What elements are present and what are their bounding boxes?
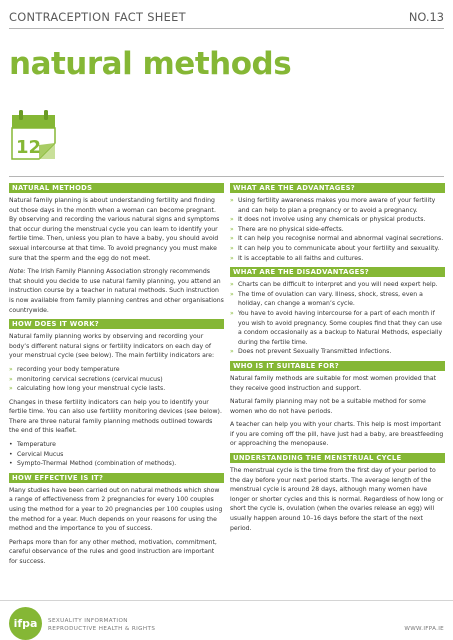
list-item: • Sympto-Thermal Method (combination of methods).: [9, 460, 177, 468]
page-title: natural methods: [9, 46, 292, 82]
sheet-number: NO.13: [408, 10, 444, 24]
list-item: » It can help you recognise normal and abnormal vaginal secretions.: [230, 235, 444, 243]
title-divider: [9, 176, 444, 177]
list-item: » monitoring cervical secretions (cervical mucus): [9, 375, 163, 383]
ifpa-logo: ifpa: [9, 607, 42, 640]
indicator-list: [9, 365, 224, 394]
tagline-line-2: REPRODUCTIVE HEALTH & RIGHTS: [48, 626, 156, 632]
note-label: Note:: [9, 268, 26, 276]
list-item: » It does not involve using any chemicals or physical products.: [230, 216, 426, 224]
arrow-icon: »: [230, 309, 234, 317]
paragraph: A teacher can help you with your charts. This help is most important if you are coming off the pill, have just had a baby, are breastfeeding or approaching the menopause.: [230, 421, 444, 448]
bullet-icon: •: [9, 441, 13, 449]
heading-suitable-for: WHO IS IT SUITABLE FOR?: [230, 361, 445, 371]
page-header: [9, 9, 444, 29]
paragraph: Natural family planning may not be a suitable method for some women who do not have periods.: [230, 398, 426, 415]
calendar-day: 12: [16, 137, 42, 158]
arrow-icon: »: [230, 216, 234, 224]
arrow-icon: »: [230, 348, 234, 356]
series-label: CONTRACEPTION FACT SHEET: [9, 10, 186, 24]
list-item: » recording your body temperature: [9, 365, 120, 373]
paragraph: Changes in these fertility indicators can help you to identify your fertile time. You can also use fertility monitoring devices (see below). There are three natural family planning methods outlined towards the end of this leaflet.: [9, 398, 222, 435]
list-item: » It can help you to communicate about your fertility and sexuality.: [230, 244, 440, 252]
arrow-icon: »: [230, 244, 234, 252]
arrow-icon: »: [230, 197, 234, 204]
list-item: » calculating how long your menstrual cycle lasts.: [9, 385, 166, 393]
paragraph: Perhaps more than for any other method, motivation, commitment, careful observance of the rules and good instruction are important for success.: [9, 538, 217, 565]
methods-list: [9, 440, 224, 469]
list-item: » There are no physical side-effects.: [230, 225, 344, 233]
bullet-icon: •: [9, 460, 13, 468]
list-item: » The time of ovulation can vary. Illness, shock, stress, even a holiday, can change a woman’s cycle.: [230, 290, 423, 308]
list-item: • Temperature: [9, 441, 56, 449]
heading-menstrual-cycle: UNDERSTANDING THE MENSTRUAL CYCLE: [230, 453, 445, 463]
heading-natural-methods: NATURAL METHODS: [9, 183, 224, 193]
list-item: » It is acceptable to all faiths and cultures.: [230, 254, 364, 262]
list-item: » Using fertility awareness makes you more aware of your fertility and can help to plan a pregnancy or to avoid a pregnancy.: [230, 197, 436, 214]
paragraph: The menstrual cycle is the time from the first day of your period to the day before your next period starts. The average length of the menstrual cycle is around 28 days, although many women have longer or shorter cycles and this is normal. Regardless of how long or short the cycle is, ovulation (when the ovaries release an egg) will usually happen around 10–16 days before the start of the next period.: [230, 467, 444, 532]
arrow-icon: »: [9, 365, 13, 373]
tagline-line-1: SEXUALITY INFORMATION: [48, 618, 128, 624]
paragraph: Natural family methods are suitable for most women provided that they receive good instruction and support.: [230, 374, 437, 392]
paragraph: Natural family planning works by observing and recording your body’s different natural signs or fertility indicators on each day of your menstrual cycle (see below). The main fertility indicators are:: [9, 333, 215, 360]
arrow-icon: »: [230, 235, 234, 243]
website-link[interactable]: WWW.IFPA.IE: [404, 626, 444, 632]
page-footer: [0, 600, 453, 640]
calendar-icon: [9, 109, 58, 162]
list-item: » Charts can be difficult to interpret and you will need expert help.: [230, 281, 438, 289]
arrow-icon: »: [230, 290, 234, 298]
paragraph: Many studies have been carried out on natural methods which show a range of effectiveness from 2 pregnancies for every 100 couples using the method for a year to 20 pregnancies per 100 couples using the method for a year. Much depends on your reasons for using the method and the importance to you of success.: [9, 486, 223, 533]
heading-how-effective: HOW EFFECTIVE IS IT?: [9, 473, 224, 483]
arrow-icon: »: [230, 254, 234, 262]
heading-advantages: WHAT ARE THE ADVANTAGES?: [230, 183, 445, 193]
bullet-icon: •: [9, 450, 13, 458]
left-column: [9, 183, 224, 571]
disadvantages-list: [230, 280, 445, 357]
arrow-icon: »: [9, 385, 13, 393]
right-column: [230, 183, 445, 537]
paragraph: Natural family planning is about understanding fertility and finding out those days in the month when a woman can become pregnant. By observing and recording the various natural signs and symptoms that occur during the menstrual cycle you can learn to identify your fertile time. Then, unless you plan to have a baby, you should avoid sexual intercourse at that time. To avoid pregnancy you must make sure that the sperm and the egg do not meet.: [9, 197, 220, 262]
heading-how-it-works: HOW DOES IT WORK?: [9, 319, 224, 329]
advantages-list: [230, 196, 445, 263]
arrow-icon: »: [230, 281, 234, 289]
note-text: The Irish Family Planning Association strongly recommends that should you decide to use natural family planning, you attend an instruction course by a teacher in natural methods. Such instruction is now available from family planning centres and other organisations countrywide.: [9, 268, 224, 314]
list-item: • Cervical Mucus: [9, 450, 64, 458]
heading-disadvantages: WHAT ARE THE DISADVANTAGES?: [230, 267, 445, 277]
arrow-icon: »: [230, 225, 234, 233]
list-item: » Does not prevent Sexually Transmitted Infections.: [230, 348, 392, 356]
note-paragraph: [9, 267, 224, 315]
list-item: » You have to avoid having intercourse for a part of each month if you wish to avoid pregnancy. Some couples find that they can use a condom occasionally as a backup to Natural Methods, especially during the fertile time.: [230, 309, 443, 346]
arrow-icon: »: [9, 375, 13, 383]
